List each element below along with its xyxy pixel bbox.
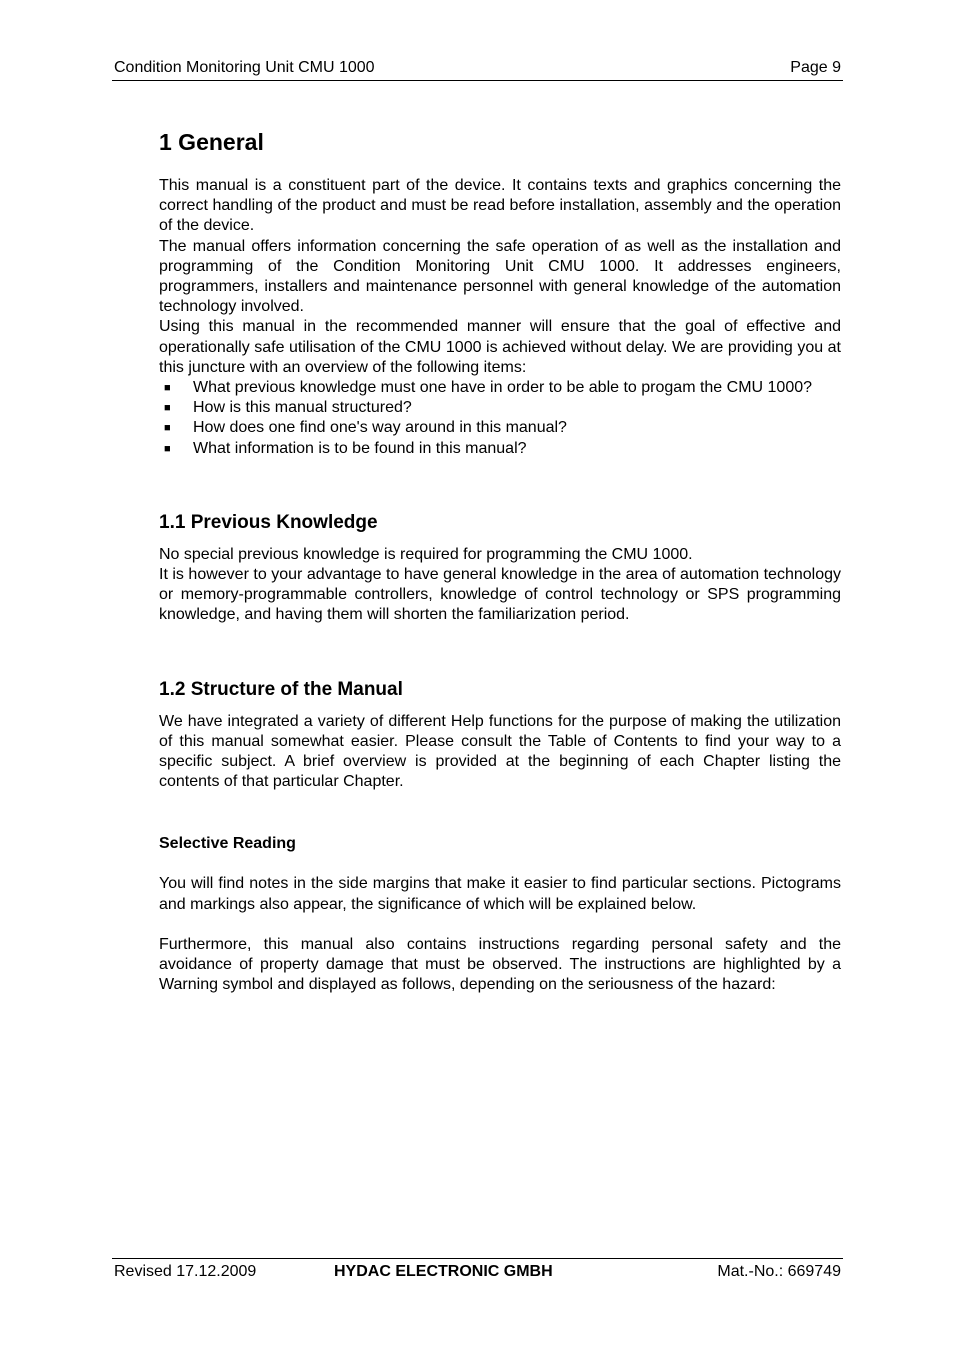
page-footer	[112, 1258, 843, 1289]
bullet-icon: ■	[164, 442, 171, 455]
list-item: ■ What previous knowledge must one have in order to be able to progam the CMU 1000?	[159, 378, 841, 398]
page-number: Page 9	[790, 59, 841, 76]
paragraph: You will find notes in the side margins that make it easier to find particular sections. Pictograms and markings also appear, the significance of which will be explained below.	[159, 875, 841, 913]
list-item: ■ How is this manual structured?	[159, 398, 841, 418]
bullet-icon: ■	[164, 422, 171, 435]
paragraph: It is however to your advantage to have general knowledge in the area of automation technology or memory-programmable controllers, knowledge of control technology or SPS programming knowledge, and having them will shorten the familiarization period.	[159, 566, 841, 624]
section-1-heading: 1 General	[159, 129, 264, 155]
bullet-icon: ■	[164, 382, 171, 395]
paragraph: The manual offers information concerning the safe operation of as well as the installation and programming of the Condition Monitoring Unit CMU 1000. It addresses engineers, programmers, installers and maintenance personnel with general knowledge of the automation technology involved.	[159, 237, 841, 316]
paragraph: Using this manual in the recommended manner will ensure that the goal of effective and operationally safe utilisation of the CMU 1000 is achieved without delay. We are providing you at this juncture with an overview of the following items:	[159, 318, 841, 376]
bullet-icon: ■	[164, 402, 171, 415]
material-number: Mat.-No.: 669749	[717, 1263, 841, 1280]
section-1-2-heading: 1.2 Structure of the Manual	[159, 678, 403, 700]
section-1-1-heading: 1.1 Previous Knowledge	[159, 511, 378, 533]
page-content	[159, 126, 841, 995]
paragraph: No special previous knowledge is required for programming the CMU 1000.	[159, 545, 693, 563]
list-item: ■ What information is to be found in this manual?	[159, 439, 841, 459]
page-header	[112, 58, 843, 81]
overview-list	[159, 378, 841, 459]
company-name: HYDAC ELECTRONIC GMBH	[334, 1263, 553, 1280]
revision-date: Revised 17.12.2009	[114, 1263, 257, 1280]
document-title: Condition Monitoring Unit CMU 1000	[114, 59, 375, 76]
paragraph: Furthermore, this manual also contains instructions regarding personal safety and the avoidance of property damage that must be observed. The instructions are highlighted by a Warning symbol and displayed as follows, depending on the seriousness of the hazard:	[159, 935, 841, 994]
selective-reading-heading: Selective Reading	[159, 835, 296, 853]
paragraph: We have integrated a variety of different Help functions for the purpose of making the utilization of this manual somewhat easier. Please consult the Table of Contents to find your way to a specific subject. A brief overview is provided at the beginning of each Chapter listing the contents of that particular Chapter.	[159, 712, 841, 791]
paragraph: This manual is a constituent part of the device. It contains texts and graphics concerning the correct handling of the product and must be read before installation, assembly and the operation of the device.	[159, 177, 841, 235]
list-item: ■ How does one find one's way around in this manual?	[159, 418, 841, 438]
